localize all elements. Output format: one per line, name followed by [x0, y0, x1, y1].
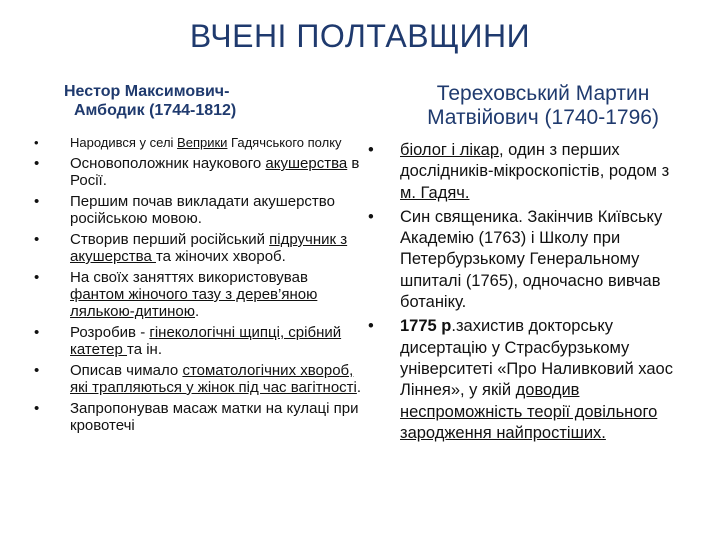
right-heading	[398, 82, 688, 130]
right-bullet-list	[368, 140, 688, 444]
list-item: • Запропонував масаж матки на кулаці при кровотечі	[34, 400, 364, 434]
list-item: • Син священика. Закінчив Київську Академію (1763) і Школу при Петербурзькому Генеральному шпиталі (1765), одночасно вивчав ботаніку.	[368, 207, 688, 313]
left-bullet-list	[34, 134, 364, 434]
list-item: • На своїх заняттях використовував фантом жіночого тазу з дерев’яною лялькою-дитиною.	[34, 269, 364, 320]
list-item: • Першим почав викладати акушерство російською мовою.	[34, 193, 364, 227]
list-item: • 1775 р.захистив докторську дисертацію у Страсбурзькому університеті «Про Наливковий хаос Ліннея», у якій доводив неспроможність теорії довільного зародження найпростіших.	[368, 316, 688, 444]
left-heading	[64, 82, 364, 120]
slide-title: ВЧЕНІ ПОЛТАВЩИНИ	[189, 18, 531, 54]
list-item: • Основоположник наукового акушерства в Росії.	[34, 155, 364, 189]
right-heading-line-1: Тереховський Мартин	[436, 82, 650, 105]
left-heading-line-2: Амбодик (1744-1812)	[74, 102, 237, 119]
list-item: • Народився у селі Веприки Гадячського полку	[34, 134, 364, 151]
list-item: • Розробив - гінекологічні щипці, срібний катетер та ін.	[34, 324, 364, 358]
list-item: • біолог і лікар, один з перших дослідників-мікроскопістів, родом з м. Гадяч.	[368, 140, 688, 204]
list-item: • Створив перший російський підручник з акушерства та жіночих хвороб.	[34, 231, 364, 265]
list-item: • Описав чимало стоматологічних хвороб, які трапляються у жінок під час вагітності.	[34, 362, 364, 396]
left-column	[34, 82, 364, 438]
left-heading-line-1: Нестор Максимович-	[64, 83, 230, 100]
right-column	[368, 82, 688, 447]
right-heading-line-2: Матвійович (1740-1796)	[427, 106, 659, 129]
